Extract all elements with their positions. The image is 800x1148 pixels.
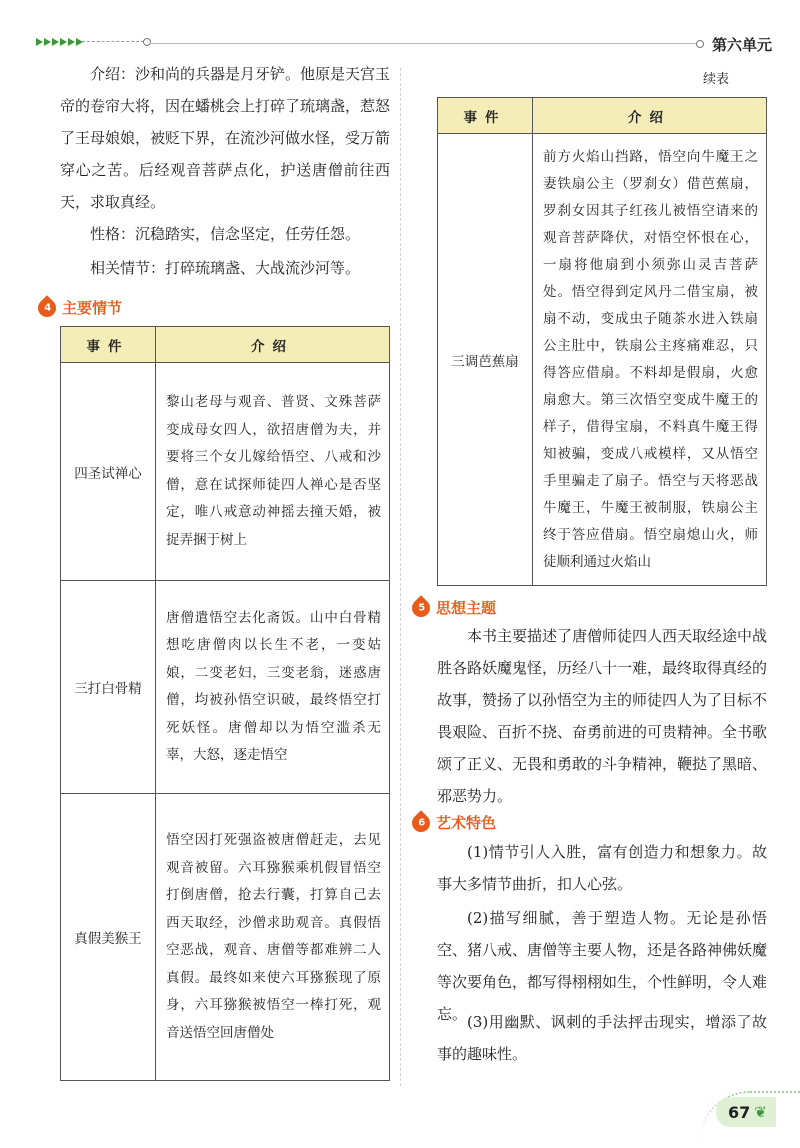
- table-row: [61, 794, 390, 1081]
- table-header-event: 事件: [438, 98, 533, 134]
- event-name: 四圣试禅心: [61, 363, 156, 581]
- table-row: [438, 134, 767, 586]
- table-header-event: 事件: [61, 327, 156, 363]
- leaf-number-icon: 6: [408, 810, 433, 835]
- header-arrows-decoration: [36, 38, 83, 46]
- intro-paragraph: 介绍：沙和尚的兵器是月牙铲。他原是天宫玉帝的卷帘大将，因在蟠桃会上打碎了琉璃盏，惹怒了王母娘娘，被贬下界，在流沙河做水怪，受万箭穿心之苦。后经观音菩萨点化，护送唐僧前往西天，求取真经。: [60, 65, 391, 211]
- section-title: 艺术特色: [436, 814, 497, 832]
- header-rule: [150, 43, 698, 44]
- art-item: (2)描写细腻，善于塑造人物。无论是孙悟空、猪八戒、唐僧等主要人物，还是各路神佛妖魔等次要角色，都写得栩栩如生，个性鲜明，令人难忘。: [437, 909, 768, 1023]
- header-dashed-line: [82, 41, 144, 42]
- column-divider: [400, 68, 401, 1086]
- header-dot-decoration: [143, 38, 151, 46]
- continued-label: 续表: [703, 72, 730, 87]
- leaf-icon: ❦: [754, 1103, 767, 1121]
- leaf-number-icon: 5: [408, 595, 433, 620]
- table-row: [61, 581, 390, 794]
- section-theme-heading: [412, 597, 496, 618]
- event-name: 真假美猴王: [61, 794, 156, 1081]
- main-plot-table: [60, 326, 390, 1081]
- art-item: (1)情节引人入胜，富有创造力和想象力。故事大多情节曲折，扣人心弦。: [437, 843, 767, 893]
- leaf-number-icon: 4: [34, 295, 59, 320]
- event-desc: 唐僧遣悟空去化斋饭。山中白骨精想吃唐僧肉以长生不老，一变姑娘，二变老妇，三变老翁，迷惑唐僧，均被孙悟空识破，最终悟空打死妖怪。唐僧却以为悟空滥杀无辜，大怒，逐走悟空: [156, 581, 390, 794]
- event-desc: 悟空因打死强盗被唐僧赶走，去见观音被留。六耳猕猴乘机假冒悟空打倒唐僧，抢去行囊，打算自己去西天取经，沙僧求助观音。真假悟空恶战，观音、唐僧等都难辨二人真假。最终如来使六耳猕猴现了原身，六耳猕猴被悟空一棒打死，观音送悟空回唐僧处: [156, 794, 390, 1081]
- page-number: 67: [728, 1102, 751, 1122]
- event-name: 三打白骨精: [61, 581, 156, 794]
- unit-title: 第六单元: [712, 36, 773, 54]
- event-desc: 前方火焰山挡路，悟空向牛魔王之妻铁扇公主（罗刹女）借芭蕉扇，罗刹女因其子红孩儿被悟空请来的观音菩萨降伏，对悟空怀恨在心，一扇将他扇到小须弥山灵吉菩萨处。悟空得到定风丹二借宝扇，被扇不动，变成虫子随茶水进入铁扇公主肚中，铁扇公主疼痛难忍，只得答应借扇。不料却是假扇，火愈扇愈大。第三次悟空变成牛魔王的样子，借得宝扇，不料真牛魔王得知被骗，变成八戒模样，又从悟空手里骗走了扇子。悟空与天将恶战牛魔王，牛魔王被制服，铁扇公主终于答应借扇。悟空扇熄山火，师徒顺利通过火焰山: [533, 134, 767, 586]
- section-art-heading: [412, 812, 496, 833]
- theme-paragraph: 本书主要描述了唐僧师徒四人西天取经途中战胜各路妖魔鬼怪，历经八十一难，最终取得真经的故事，赞扬了以孙悟空为主的师徒四人为了目标不畏艰险、百折不挠、奋勇前进的可贵精神。全书歌颂了正义、无畏和勇敢的斗争精神，鞭挞了黑暗、邪恶势力。: [437, 627, 768, 805]
- character-line: 性格：沉稳踏实，信念坚定，任劳任怨。: [90, 225, 361, 243]
- section-title: 主要情节: [62, 299, 123, 317]
- table-header-intro: 介绍: [533, 98, 767, 134]
- main-plot-table-continued: [437, 97, 767, 586]
- table-header-row: [61, 327, 390, 363]
- related-plot-line: 相关情节：打碎琉璃盏、大战流沙河等。: [90, 259, 361, 277]
- section-title: 思想主题: [436, 599, 497, 617]
- art-item: (3)用幽默、讽刺的手法抨击现实，增添了故事的趣味性。: [437, 1013, 767, 1063]
- event-name: 三调芭蕉扇: [438, 134, 533, 586]
- table-header-row: [438, 98, 767, 134]
- event-desc: 黎山老母与观音、普贤、文殊菩萨变成母女四人，欲招唐僧为夫，并要将三个女儿嫁给悟空、八戒和沙僧，意在试探师徒四人禅心是否坚定，唯八戒意动神摇去撞天婚，被捉弄捆于树上: [156, 363, 390, 581]
- header-dot-decoration: [696, 40, 704, 48]
- page-number-badge: [716, 1097, 776, 1127]
- table-header-intro: 介绍: [156, 327, 390, 363]
- section-main-plot-heading: [38, 297, 122, 318]
- table-row: [61, 363, 390, 581]
